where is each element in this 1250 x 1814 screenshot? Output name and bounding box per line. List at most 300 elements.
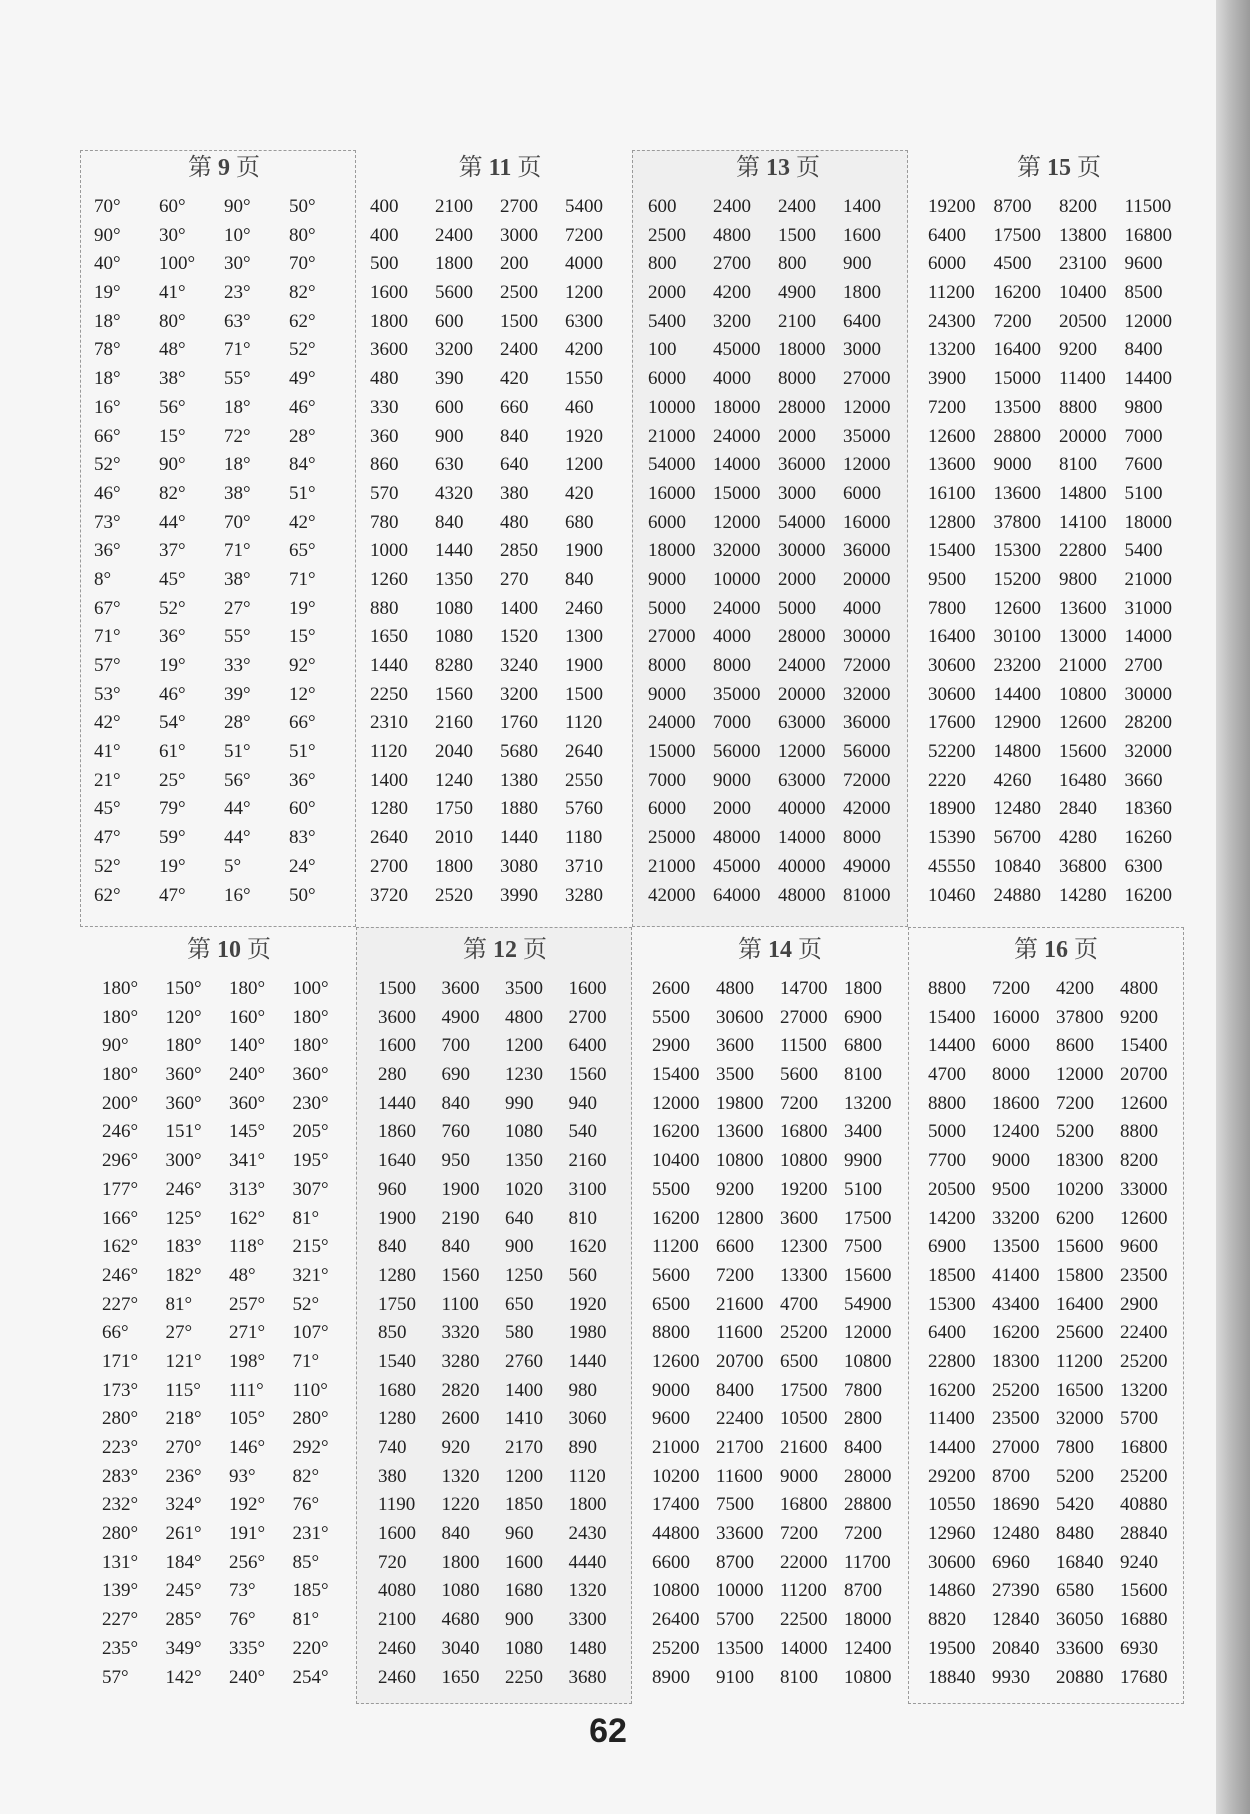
answer-cell: 36050: [1056, 1609, 1104, 1631]
answer-cell: 80°: [289, 224, 316, 246]
answer-cell: 1800: [435, 253, 473, 275]
answer-cell: 18000: [648, 540, 696, 562]
answer-cell: 1200: [505, 1035, 543, 1057]
answer-cell: 30600: [928, 683, 976, 705]
answer-cell: 14100: [1059, 511, 1107, 533]
answer-cell: 2460: [378, 1666, 416, 1688]
answer-cell: 48°: [229, 1264, 256, 1286]
answer-cell: 231°: [292, 1523, 329, 1545]
answer-cell: 19200: [780, 1178, 828, 1200]
answer-cell: 66°: [289, 712, 316, 734]
answer-cell: 41°: [94, 741, 121, 763]
answer-cell: 82°: [159, 482, 186, 504]
answer-cell: 30000: [778, 540, 826, 562]
answer-cell: 4000: [565, 253, 603, 275]
answer-cell: 1350: [505, 1150, 543, 1172]
answer-cell: 15200: [993, 568, 1041, 590]
answer-cell: 9930: [992, 1666, 1030, 1688]
answer-cell: 76°: [229, 1609, 256, 1631]
answer-cell: 93°: [229, 1465, 256, 1487]
answer-cell: 92°: [289, 655, 316, 676]
answer-cell: 198°: [229, 1350, 266, 1372]
answer-cell: 30600: [716, 1006, 764, 1028]
answer-cell: 9600: [1120, 1236, 1158, 1258]
answer-cell: 840: [500, 425, 529, 447]
answer-cell: 56000: [713, 741, 761, 763]
answer-cell: 15400: [928, 540, 976, 562]
answer-cell: 73°: [94, 511, 121, 533]
answer-cell: 580: [505, 1322, 534, 1344]
answer-cell: 12000: [713, 511, 761, 533]
answer-cell: 2000: [778, 425, 816, 447]
answer-cell: 220°: [292, 1637, 329, 1659]
answer-cell: 11200: [780, 1580, 827, 1602]
answer-cell: 230°: [292, 1092, 329, 1114]
answer-cell: 8600: [1056, 1035, 1094, 1057]
answer-column: [442, 975, 506, 1692]
answer-cell: 12960: [928, 1523, 976, 1545]
answer-cell: 1500: [778, 224, 816, 246]
answer-cell: 105°: [229, 1408, 266, 1430]
answer-cell: 335°: [229, 1637, 266, 1659]
answer-cell: 810: [568, 1207, 597, 1229]
answer-cell: 11200: [652, 1236, 699, 1258]
answer-cell: 840: [435, 511, 464, 533]
answer-cell: 2460: [378, 1637, 416, 1659]
answer-cell: 3600: [780, 1207, 818, 1229]
answer-cell: 3080: [500, 855, 538, 877]
answer-cell: 32000: [713, 540, 761, 562]
answer-cell: 4800: [505, 1006, 543, 1028]
answer-cell: 10840: [993, 855, 1041, 877]
answer-cell: 3400: [844, 1121, 882, 1143]
answer-cell: 2500: [648, 224, 686, 246]
answer-cell: 3000: [778, 482, 816, 504]
answer-cell: 40000: [778, 798, 826, 820]
answer-cell: 2170: [505, 1437, 543, 1458]
answer-cell: 6400: [928, 1322, 966, 1344]
answer-cell: 1280: [378, 1264, 416, 1286]
answer-cell: 1200: [505, 1465, 543, 1487]
answer-cell: 31000: [1124, 597, 1172, 619]
answer-cell: 25200: [1120, 1350, 1168, 1372]
answer-cell: 25200: [992, 1379, 1040, 1401]
answer-cell: 2700: [568, 1006, 607, 1028]
answer-cell: 8400: [1124, 339, 1163, 361]
answer-cell: 191°: [229, 1523, 266, 1545]
answer-cell: 48°: [159, 339, 186, 361]
answer-cell: 540: [568, 1121, 597, 1143]
answer-cell: 2250: [505, 1666, 543, 1688]
answer-cell: 920: [441, 1437, 470, 1458]
answer-cell: 7700: [928, 1150, 966, 1172]
answer-cell: 5500: [652, 1006, 690, 1028]
answer-cell: 16000: [843, 511, 891, 533]
answer-cell: 5600: [435, 282, 473, 304]
answer-cell: 73°: [229, 1580, 256, 1602]
answer-cell: 3680: [568, 1666, 607, 1688]
answer-cell: 81°: [292, 1207, 320, 1229]
answer-cell: 1280: [378, 1408, 416, 1430]
answer-column: [992, 975, 1056, 1692]
answer-cell: 32000: [843, 683, 891, 705]
answer-cell: 15600: [1059, 741, 1107, 763]
answer-column: [780, 975, 844, 1692]
answer-cell: 9100: [716, 1666, 754, 1688]
answer-cell: 3600: [441, 978, 480, 999]
answer-cell: 15600: [1120, 1580, 1168, 1602]
answer-cell: 37800: [993, 511, 1041, 533]
answer-cell: 261°: [165, 1523, 202, 1545]
answer-cell: 48000: [713, 827, 761, 849]
answer-cell: 780: [370, 511, 399, 533]
answer-cell: 6400: [843, 310, 881, 332]
answer-cell: 232°: [102, 1494, 139, 1516]
answer-cell: 3600: [370, 339, 408, 361]
answer-cell: 223°: [102, 1437, 139, 1458]
answer-cell: 45°: [94, 798, 121, 820]
answer-cell: 47°: [159, 884, 186, 906]
answer-cell: 30600: [928, 1551, 976, 1573]
answer-cell: 12800: [716, 1207, 764, 1229]
answer-cell: 3000: [500, 224, 538, 246]
answer-cell: 4700: [928, 1064, 966, 1086]
answer-cell: 256°: [229, 1551, 266, 1573]
answer-cell: 8100: [1059, 454, 1097, 476]
answer-column: [1125, 193, 1191, 910]
section-page-12: [378, 932, 632, 1692]
answer-cell: 16200: [992, 1322, 1040, 1344]
section-page-14: [652, 932, 908, 1692]
answer-cell: 6000: [648, 798, 686, 820]
answer-cell: 20000: [1059, 425, 1107, 447]
answer-cell: 125°: [165, 1207, 202, 1229]
answer-column: [569, 975, 633, 1692]
answer-cell: 28800: [844, 1494, 892, 1516]
answer-cell: 72000: [843, 769, 891, 791]
answer-cell: 1900: [441, 1178, 480, 1200]
answer-cell: 21700: [716, 1437, 764, 1458]
answer-cell: 14280: [1059, 884, 1107, 906]
answer-cell: 15400: [1120, 1035, 1168, 1057]
answer-cell: 245°: [165, 1580, 202, 1602]
answer-cell: 3060: [568, 1408, 607, 1430]
answer-cell: 4280: [1059, 827, 1097, 849]
answer-cell: 271°: [229, 1322, 266, 1344]
answer-cell: 30100: [993, 626, 1041, 648]
answer-cell: 8100: [844, 1064, 882, 1086]
answer-cell: 15000: [993, 368, 1041, 390]
answer-cell: 7200: [780, 1092, 818, 1114]
answer-cell: 14400: [928, 1437, 976, 1458]
answer-cell: 9600: [652, 1408, 690, 1430]
answer-cell: 9200: [1059, 339, 1097, 361]
answer-cell: 2100: [435, 196, 473, 217]
answer-cell: 900: [505, 1609, 534, 1631]
answer-cell: 13500: [716, 1637, 764, 1659]
answer-cell: 41°: [159, 282, 186, 304]
answer-cell: 82°: [289, 282, 316, 304]
answer-column: [289, 193, 354, 910]
answer-cell: 1900: [378, 1207, 416, 1229]
answer-cell: 7200: [928, 396, 966, 418]
answer-cell: 14800: [1059, 482, 1107, 504]
answer-column: [102, 975, 166, 1692]
answer-cell: 12400: [844, 1637, 892, 1659]
answer-cell: 1560: [441, 1264, 480, 1286]
answer-cell: 100: [648, 339, 677, 361]
answer-cell: 38°: [224, 568, 251, 590]
answer-cell: 20000: [778, 683, 826, 705]
answer-cell: 5760: [565, 798, 603, 820]
answer-cell: 32000: [1124, 741, 1172, 763]
answer-cell: 71°: [224, 540, 251, 562]
section-title: 第 15 页: [1017, 155, 1101, 181]
answer-cell: 33600: [716, 1523, 764, 1545]
answer-cell: 5200: [1056, 1121, 1094, 1143]
answer-column: [652, 975, 716, 1692]
answer-cell: 35000: [843, 425, 891, 447]
answer-cell: 7200: [844, 1523, 882, 1545]
answer-cell: 140°: [229, 1035, 266, 1057]
answer-cell: 35000: [713, 683, 761, 705]
answer-cell: 30°: [224, 253, 251, 275]
answer-cell: 131°: [102, 1551, 139, 1573]
answer-grid: [652, 975, 908, 1692]
answer-cell: 65°: [289, 540, 316, 562]
answer-cell: 246°: [102, 1264, 139, 1286]
answer-cell: 10°: [224, 224, 251, 246]
answer-cell: 480: [500, 511, 529, 533]
answer-cell: 3990: [500, 884, 538, 906]
answer-cell: 1750: [378, 1293, 416, 1315]
answer-cell: 12000: [778, 741, 826, 763]
answer-cell: 6300: [565, 310, 603, 332]
answer-cell: 380: [500, 482, 529, 504]
answer-cell: 254°: [292, 1666, 329, 1688]
answer-grid: [378, 975, 632, 1692]
answer-cell: 81000: [843, 884, 891, 906]
answer-cell: 5100: [844, 1178, 882, 1200]
answer-column: [1059, 193, 1125, 910]
answer-cell: 3710: [565, 855, 603, 877]
answer-cell: 1260: [370, 568, 408, 590]
answer-cell: 4000: [843, 597, 881, 619]
answer-cell: 16000: [992, 1006, 1040, 1028]
answer-cell: 215°: [292, 1236, 329, 1258]
answer-cell: 17500: [993, 224, 1041, 246]
answer-cell: 1900: [565, 540, 603, 562]
answer-cell: 70°: [224, 511, 251, 533]
answer-cell: 51°: [289, 741, 316, 763]
answer-cell: 2100: [778, 310, 816, 332]
answer-cell: 4680: [441, 1609, 480, 1631]
answer-cell: 52°: [289, 339, 316, 361]
answer-cell: 28000: [844, 1465, 892, 1487]
answer-cell: 39°: [224, 683, 251, 705]
answer-cell: 62°: [94, 884, 121, 906]
answer-cell: 840: [565, 568, 594, 590]
answer-cell: 16500: [1056, 1379, 1104, 1401]
answer-cell: 280°: [102, 1408, 139, 1430]
answer-cell: 1600: [378, 1523, 416, 1545]
answer-cell: 45550: [928, 855, 976, 877]
answer-cell: 240°: [229, 1064, 266, 1086]
answer-column: [435, 193, 500, 910]
answer-cell: 28°: [224, 712, 251, 734]
answer-cell: 50°: [289, 196, 316, 217]
answer-cell: 1200: [565, 282, 603, 304]
answer-cell: 54°: [159, 712, 186, 734]
answer-cell: 570: [370, 482, 399, 504]
answer-cell: 1200: [565, 454, 603, 476]
answer-cell: 2640: [565, 741, 603, 763]
answer-cell: 296°: [102, 1150, 139, 1172]
answer-cell: 1080: [441, 1580, 480, 1602]
answer-cell: 2100: [378, 1609, 416, 1631]
answer-cell: 27390: [992, 1580, 1040, 1602]
answer-cell: 44800: [652, 1523, 700, 1545]
answer-cell: 7500: [716, 1494, 754, 1516]
answer-grid: [928, 193, 1190, 910]
paper-edge: [1216, 0, 1250, 1814]
answer-cell: 16200: [993, 282, 1041, 304]
answer-cell: 9000: [652, 1379, 690, 1401]
answer-cell: 1560: [435, 683, 473, 705]
answer-cell: 5000: [648, 597, 686, 619]
answer-cell: 8400: [844, 1437, 882, 1458]
answer-cell: 3200: [500, 683, 538, 705]
answer-cell: 25200: [1120, 1465, 1168, 1487]
answer-cell: 18000: [778, 339, 826, 361]
answer-cell: 6000: [843, 482, 881, 504]
answer-cell: 360°: [292, 1064, 329, 1086]
answer-cell: 10800: [780, 1150, 828, 1172]
answer-grid: [648, 193, 908, 910]
answer-cell: 60°: [159, 196, 186, 217]
answer-column: [928, 975, 992, 1692]
answer-cell: 20880: [1056, 1666, 1104, 1688]
answer-cell: 257°: [229, 1293, 266, 1315]
answer-cell: 16800: [780, 1121, 828, 1143]
answer-cell: 840: [441, 1092, 470, 1114]
answer-cell: 54900: [844, 1293, 892, 1315]
answer-cell: 21000: [1124, 568, 1172, 590]
answer-cell: 227°: [102, 1609, 139, 1631]
answer-cell: 55°: [224, 368, 251, 390]
answer-cell: 9000: [713, 769, 751, 791]
answer-cell: 12000: [1056, 1064, 1104, 1086]
answer-cell: 1600: [370, 282, 408, 304]
answer-cell: 20700: [1120, 1064, 1168, 1086]
answer-cell: 360: [370, 425, 399, 447]
answer-cell: 4700: [780, 1293, 818, 1315]
answer-cell: 41400: [992, 1264, 1040, 1286]
answer-cell: 460: [565, 396, 594, 418]
answer-cell: 12600: [993, 597, 1041, 619]
answer-cell: 740: [378, 1437, 407, 1458]
answer-cell: 71°: [224, 339, 251, 361]
answer-cell: 49000: [843, 855, 891, 877]
answer-cell: 27°: [224, 597, 251, 619]
answer-cell: 24000: [778, 655, 826, 676]
answer-cell: 25°: [159, 769, 186, 791]
answer-cell: 4500: [993, 253, 1032, 275]
answer-cell: 12600: [652, 1350, 700, 1372]
answer-cell: 18360: [1124, 798, 1172, 820]
answer-cell: 4900: [441, 1006, 480, 1028]
answer-cell: 1800: [441, 1551, 480, 1573]
answer-cell: 4800: [1120, 978, 1158, 999]
answer-cell: 33000: [1120, 1178, 1168, 1200]
answer-grid: [94, 193, 354, 910]
answer-cell: 42°: [94, 712, 121, 734]
answer-cell: 66°: [102, 1322, 129, 1344]
answer-cell: 2190: [441, 1207, 480, 1229]
answer-cell: 6900: [928, 1236, 966, 1258]
answer-cell: 151°: [165, 1121, 202, 1143]
answer-cell: 1600: [505, 1551, 543, 1573]
answer-cell: 83°: [289, 827, 316, 849]
answer-cell: 81°: [165, 1293, 193, 1315]
answer-cell: 680: [565, 511, 594, 533]
answer-cell: 82°: [292, 1465, 320, 1487]
answer-cell: 400: [370, 224, 399, 246]
answer-cell: 13500: [993, 396, 1041, 418]
answer-cell: 8200: [1059, 196, 1097, 217]
answer-cell: 700: [441, 1035, 470, 1057]
answer-cell: 18°: [94, 368, 121, 390]
answer-cell: 4200: [1056, 978, 1094, 999]
answer-cell: 2550: [565, 769, 603, 791]
answer-cell: 1850: [505, 1494, 543, 1516]
answer-cell: 22000: [780, 1551, 828, 1573]
answer-cell: 28840: [1120, 1523, 1168, 1545]
answer-cell: 19°: [159, 655, 186, 676]
answer-cell: 19°: [289, 597, 316, 619]
answer-cell: 11200: [1056, 1350, 1103, 1372]
answer-cell: 28000: [778, 396, 826, 418]
answer-cell: 84°: [289, 454, 316, 476]
answer-cell: 33°: [224, 655, 251, 676]
answer-cell: 2900: [1120, 1293, 1158, 1315]
answer-cell: 4440: [568, 1551, 607, 1573]
answer-cell: 4000: [713, 626, 751, 648]
answer-cell: 100°: [292, 978, 329, 999]
answer-cell: 9200: [716, 1178, 754, 1200]
answer-cell: 20700: [716, 1350, 764, 1372]
answer-cell: 71°: [94, 626, 121, 648]
answer-cell: 2640: [370, 827, 408, 849]
answer-cell: 940: [568, 1092, 597, 1114]
answer-cell: 6900: [844, 1006, 882, 1028]
answer-cell: 349°: [165, 1637, 202, 1659]
answer-cell: 900: [843, 253, 872, 275]
answer-cell: 12600: [1120, 1092, 1168, 1114]
answer-cell: 2000: [648, 282, 686, 304]
answer-column: [166, 975, 230, 1692]
answer-cell: 6400: [928, 224, 966, 246]
answer-cell: 850: [378, 1322, 407, 1344]
answer-cell: 173°: [102, 1379, 139, 1401]
answer-cell: 1280: [370, 798, 408, 820]
answer-cell: 11200: [928, 282, 975, 304]
answer-cell: 1500: [500, 310, 538, 332]
answer-cell: 1760: [500, 712, 538, 734]
answer-cell: 7600: [1124, 454, 1163, 476]
answer-cell: 1650: [370, 626, 408, 648]
answer-cell: 54000: [778, 511, 826, 533]
